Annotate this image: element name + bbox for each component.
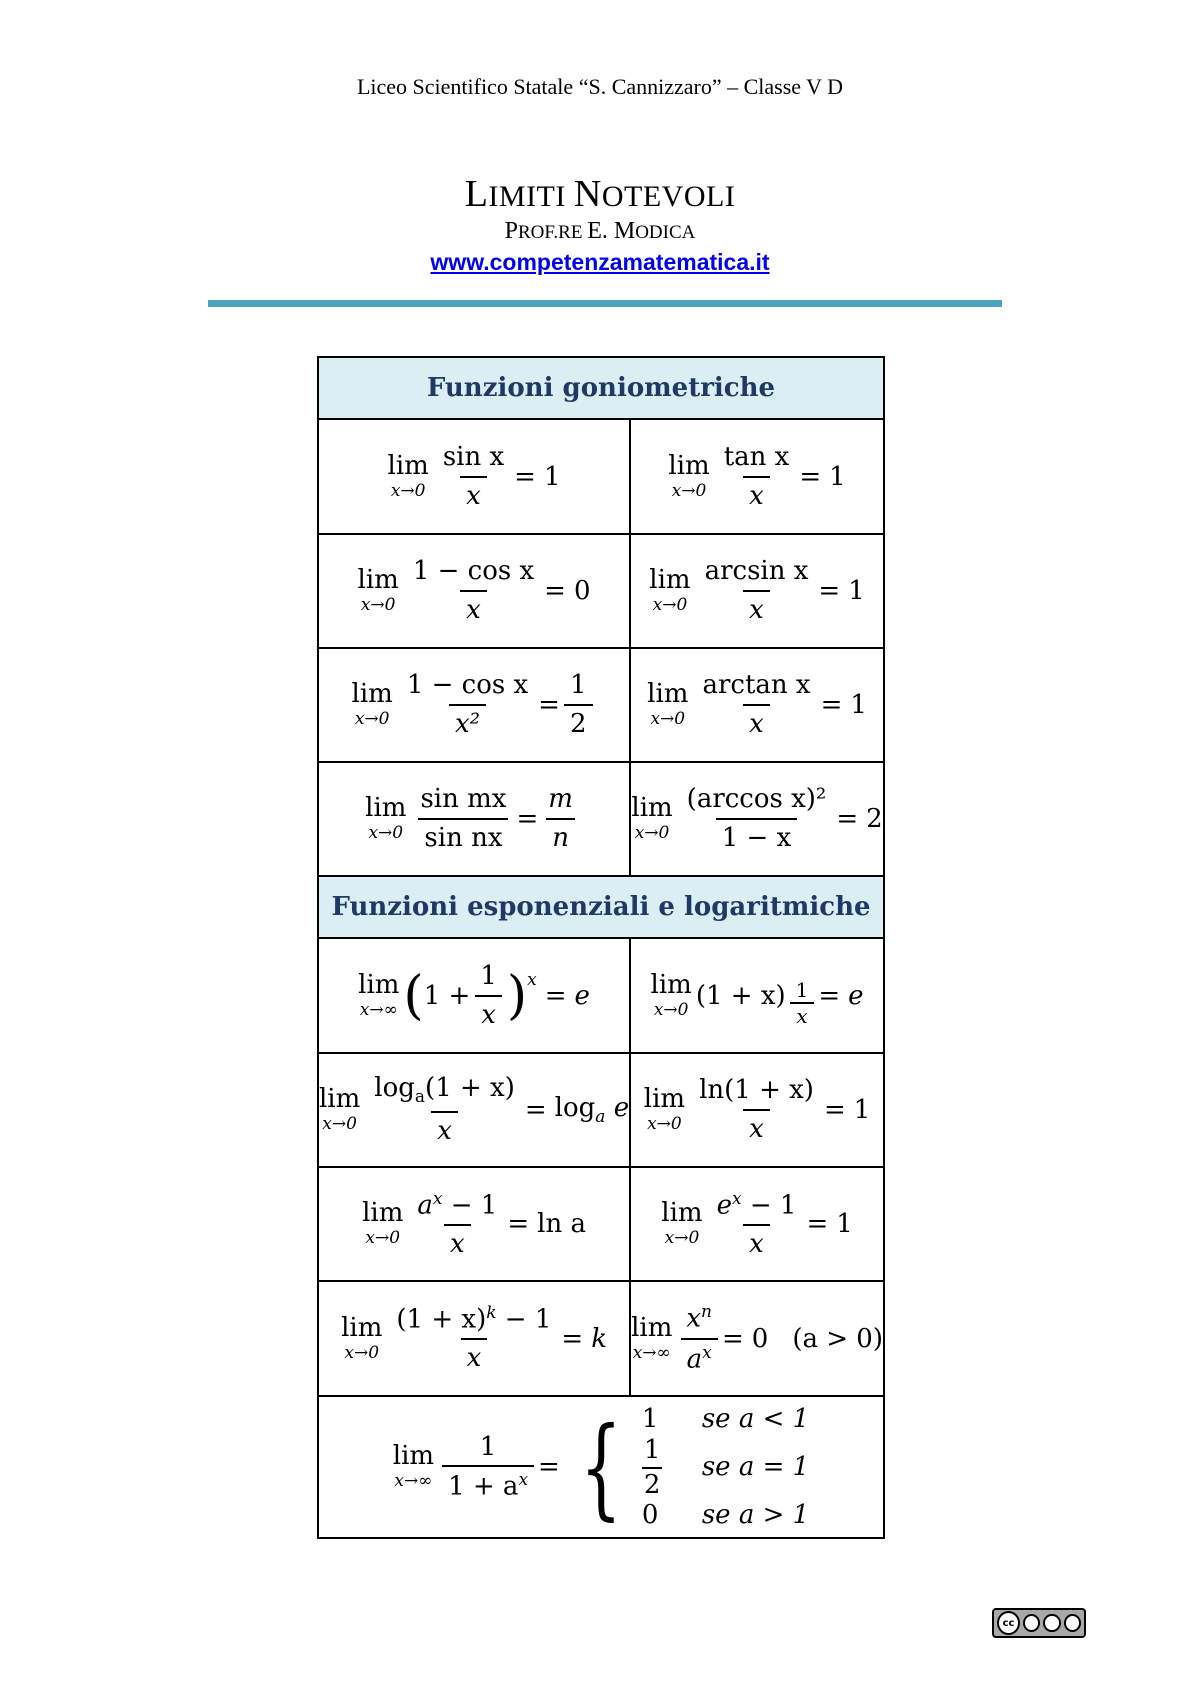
equals: = [544, 980, 567, 1011]
lim-word: lim [365, 793, 407, 824]
equals: = [516, 804, 539, 834]
numerator [368, 1074, 521, 1111]
author-part-2: ODICA [635, 222, 696, 243]
lim-sub: x→0 [360, 595, 396, 616]
numerator: arcsin x [704, 556, 809, 587]
equals: = [818, 980, 841, 1011]
equals: = [823, 1095, 846, 1125]
result: e [574, 980, 590, 1011]
result [555, 1093, 629, 1127]
result-denominator: n [546, 818, 575, 853]
result: 1 [836, 1209, 853, 1239]
sa-icon [1064, 1614, 1081, 1632]
result: 1 [853, 1095, 871, 1125]
lim-sub: x→0 [365, 1228, 401, 1249]
result: 1 [850, 690, 867, 720]
author-part-1: ROF.RE [517, 222, 588, 243]
school-header: Liceo Scientifico Statale “S. Cannizzaro” – Classe V D [356, 74, 844, 99]
formula-tanx-over-x [630, 419, 884, 534]
rest: − 1 [741, 1190, 797, 1221]
title-rest-1: IMITI [488, 180, 574, 213]
result: 0 [573, 576, 591, 606]
website-link[interactable]: www.competenzamatematica.it [430, 249, 770, 275]
base: 1 + a [448, 1471, 519, 1502]
lim-word: lim [318, 1084, 361, 1115]
lim-word: lim [358, 969, 400, 1000]
lim-sub: x→0 [671, 480, 707, 501]
base: (1 + x) [695, 980, 786, 1011]
denominator: x [475, 995, 502, 1030]
denominator: x [461, 1338, 488, 1373]
denominator: x [743, 1224, 770, 1259]
equals: = [806, 1209, 829, 1239]
lim-sub: x→∞ [359, 999, 398, 1020]
log-arg: e [613, 1092, 630, 1123]
formula-ex-minus-1-over-x [630, 1167, 884, 1281]
exp-numerator: 1 [795, 977, 809, 1002]
exponent: x [527, 969, 537, 990]
denominator: x [743, 476, 770, 511]
formula-1-plus-x-pow-1-over-x [630, 938, 884, 1053]
section-header-gonio: Funzioni goniometriche [318, 357, 884, 419]
numerator: ln(1 + x) [699, 1075, 814, 1106]
author-initial-2: E. M [587, 218, 636, 244]
log-arg: (1 + x) [425, 1073, 515, 1104]
denominator: x [743, 1109, 770, 1144]
denominator: x [743, 704, 770, 739]
denominator: 1 − x [716, 818, 798, 853]
lim-word: lim [362, 1198, 404, 1229]
lim-sub: x→0 [390, 480, 426, 501]
equals: = [820, 690, 843, 720]
formula-ln-1-plus-x-over-x [630, 1053, 884, 1167]
exponent: n [701, 1302, 712, 1323]
lim-word: lim [643, 1084, 686, 1115]
result-numerator: 1 [569, 670, 587, 701]
limits-table [104, 356, 1098, 1539]
case-2 [642, 1435, 809, 1499]
lim-word: lim [631, 793, 673, 824]
lim-sub: x→0 [652, 595, 688, 616]
base: (1 + x) [396, 1304, 487, 1335]
lim-sub: x→0 [322, 1114, 357, 1135]
equals: = [538, 690, 560, 720]
denominator: x [743, 590, 770, 625]
case-3 [642, 1499, 809, 1531]
numerator: sin mx [420, 784, 507, 815]
formula-arccos-sq-over-1-x [630, 762, 884, 876]
condition: (a > 0) [792, 1323, 883, 1354]
formula-ax-minus-1-over-x [318, 1167, 630, 1281]
lim-sub: x→0 [344, 1342, 380, 1363]
numerator [711, 1190, 803, 1224]
title-rest-2: OTEVOLI [601, 180, 736, 213]
lim-sub: x→0 [368, 823, 404, 844]
numerator: 1 [480, 960, 497, 991]
exponent: x [702, 1342, 712, 1363]
result-denominator: 2 [564, 704, 593, 739]
equals: = [544, 576, 566, 606]
result: 0 [751, 1323, 769, 1354]
exponent: x [518, 1470, 529, 1491]
lim-word: lim [650, 969, 692, 1000]
numerator: 1 [479, 1431, 497, 1462]
case-value [642, 1436, 663, 1499]
case-value: 0 [641, 1500, 659, 1531]
one-plus: 1 + [423, 980, 471, 1011]
creative-commons-license-icon [992, 1608, 1086, 1638]
formula-sinmx-over-sinnx [318, 762, 630, 876]
log-base: a [595, 1107, 606, 1128]
numerator: (arccos x)² [686, 784, 827, 815]
left-paren: ( [403, 965, 424, 1026]
denominator: x [444, 1224, 471, 1259]
page-title [0, 172, 1200, 216]
equals: = [818, 576, 841, 606]
result: 1 [829, 461, 846, 492]
log-base: a [414, 1087, 426, 1108]
formula-1-cosx-over-x2 [318, 648, 630, 762]
equals: = [836, 804, 859, 834]
result: k [591, 1323, 607, 1354]
numerator: 1 − cos x [406, 670, 529, 701]
divider-rule [208, 300, 1002, 307]
rest: − 1 [496, 1304, 552, 1335]
lim-sub: x→∞ [632, 1342, 671, 1363]
formula-1-cosx-over-x [318, 534, 630, 648]
lim-sub: x→∞ [394, 1471, 433, 1492]
lim-sub: x→0 [647, 1114, 682, 1135]
equals: = [538, 1452, 560, 1482]
exponent: x [731, 1188, 742, 1209]
numerator [390, 1304, 557, 1338]
numerator: 1 − cos x [412, 556, 535, 587]
cases [642, 1403, 809, 1531]
equals: = [524, 1095, 547, 1125]
lim-word: lim [357, 565, 399, 596]
equals: = [799, 461, 822, 492]
title-initial-1: L [464, 173, 489, 215]
title-block [0, 172, 1200, 276]
exponent: k [486, 1303, 497, 1324]
result: e [848, 980, 864, 1011]
formula-1-plus-x-pow-k-minus-1-over-x [318, 1281, 630, 1396]
equals: = [561, 1323, 584, 1354]
equals: = [514, 461, 536, 492]
denominator [442, 1465, 534, 1501]
lim-sub: x→0 [653, 999, 689, 1020]
numerator [411, 1190, 503, 1224]
denominator: x² [449, 704, 486, 739]
result-numerator: m [548, 784, 573, 815]
author-initial-1: P [504, 218, 518, 244]
denominator: x [431, 1111, 458, 1146]
case-condition: se a < 1 [701, 1403, 810, 1434]
formula-arctanx-over-x [630, 648, 884, 762]
log-word: log [554, 1092, 596, 1123]
denominator: x [460, 476, 487, 511]
case-condition: se a > 1 [701, 1500, 810, 1531]
formula-loga-1-plus-x-over-x [318, 1053, 630, 1167]
formula-arcsinx-over-x [630, 534, 884, 648]
lim-sub: x→0 [354, 709, 390, 730]
result: 1 [543, 461, 561, 492]
left-brace: { [579, 1403, 622, 1531]
equals: = [507, 1209, 530, 1239]
formula-sinx-over-x [318, 419, 630, 534]
result: 2 [866, 804, 883, 834]
base: e [716, 1190, 732, 1221]
result: 1 [848, 576, 865, 606]
log-word: log [374, 1073, 415, 1104]
lim-word: lim [341, 1312, 383, 1343]
case-den: 2 [642, 1467, 663, 1500]
title-initial-2: N [573, 173, 602, 215]
formula-1-over-1-plus-ax-cases [318, 1396, 884, 1538]
exp-denominator: x [790, 1002, 813, 1027]
lim-word: lim [647, 679, 689, 710]
case-1 [642, 1403, 809, 1435]
author-line [0, 218, 1200, 245]
cc-icon: cc [997, 1611, 1020, 1635]
formula-xn-over-ax [630, 1281, 884, 1396]
lim-sub: x→0 [634, 823, 670, 844]
base: x [686, 1303, 702, 1334]
base: a [686, 1344, 703, 1375]
lim-word: lim [387, 450, 429, 481]
lim-sub: x→0 [650, 709, 686, 730]
lim-word: lim [649, 565, 691, 596]
formula-1-plus-1-over-x-pow-x [318, 938, 630, 1053]
rest: − 1 [442, 1190, 498, 1221]
nc-icon [1043, 1614, 1060, 1632]
lim-word: lim [668, 450, 710, 481]
case-num: 1 [643, 1434, 661, 1465]
exponent: x [432, 1188, 443, 1209]
case-value: 1 [641, 1403, 659, 1434]
result: ln a [537, 1209, 586, 1239]
base: a [417, 1190, 433, 1221]
numerator [680, 1303, 718, 1337]
denominator: sin nx [418, 818, 508, 853]
lim-word: lim [631, 1312, 673, 1343]
lim-word: lim [351, 679, 393, 710]
exponent-fraction [790, 979, 815, 1027]
numerator: arctan x [702, 670, 811, 701]
denominator [681, 1338, 718, 1374]
case-condition: se a = 1 [701, 1452, 810, 1482]
lim-word: lim [392, 1441, 435, 1472]
lim-sub: x→0 [664, 1228, 700, 1249]
by-icon [1023, 1614, 1040, 1632]
numerator: sin x [442, 441, 505, 472]
numerator: tan x [723, 441, 790, 472]
equals: = [722, 1323, 744, 1354]
section-header-explog: Funzioni esponenziali e logaritmiche [318, 876, 884, 938]
lim-word: lim [661, 1198, 703, 1229]
denominator: x [460, 590, 487, 625]
right-paren: ) [506, 965, 528, 1026]
